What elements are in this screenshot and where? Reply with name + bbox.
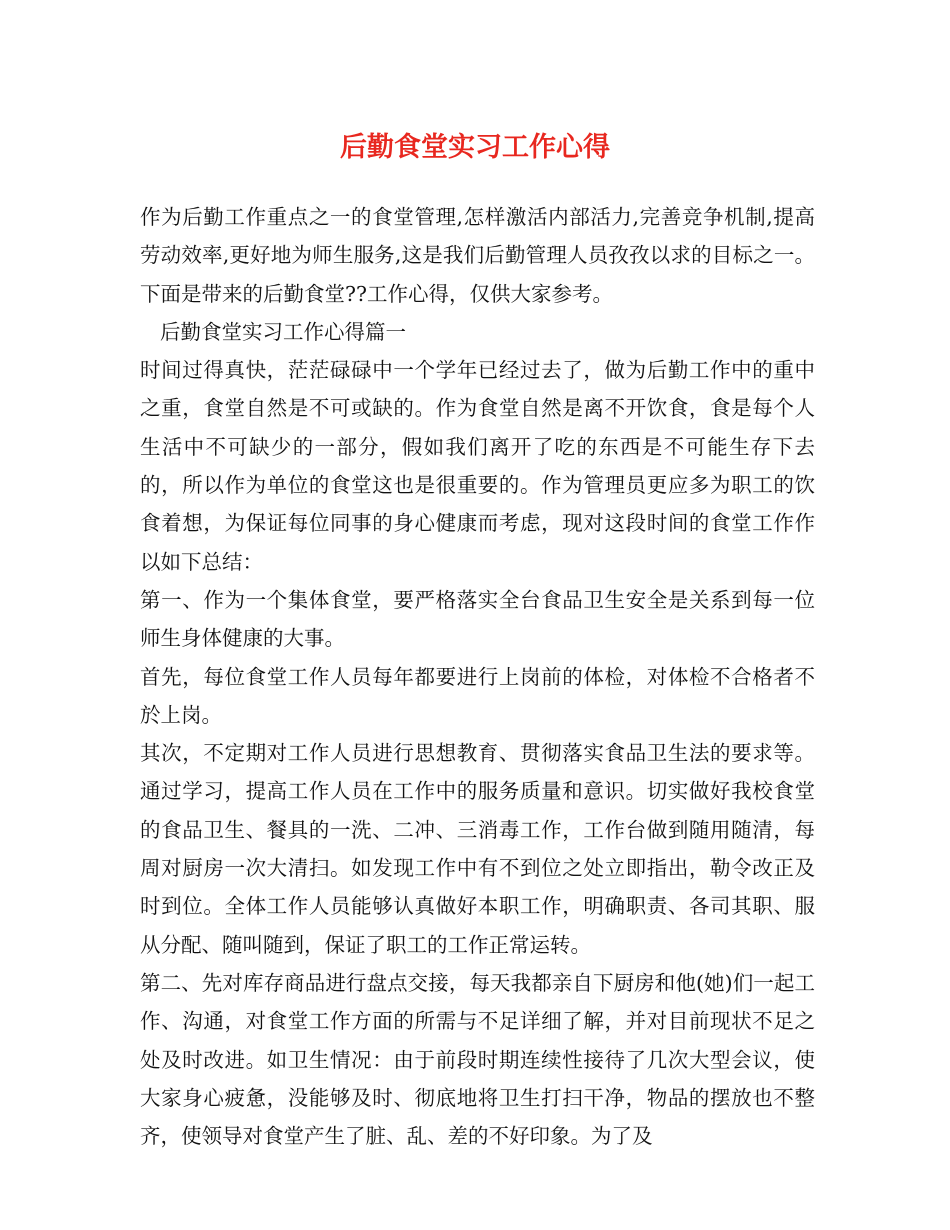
- section-heading: 后勤食堂实习工作心得篇一: [160, 319, 406, 344]
- body-paragraph: 其次，不定期对工作人员进行思想教育、贯彻落实食品卫生法的要求等。通过学习，提高工作人员在工作中的服务质量和意识。切实做好我校食堂的食品卫生、餐具的一洗、二冲、三消毒工作，工作台做到随用随清，每周对厨房一次大清扫。如发现工作中有不到位之处立即指出，勒令改正及时到位。全体工作人员能够认真做好本职工作，明确职责、各司其职、服从分配、随叫随到，保证了职工的工作正常运转。: [140, 741, 815, 957]
- document-title: 后勤食堂实习工作心得: [340, 132, 610, 163]
- body-paragraph: 第一、作为一个集体食堂，要严格落实全台食品卫生安全是关系到每一位师生身体健康的大事。: [140, 587, 815, 651]
- body-paragraph: 首先，每位食堂工作人员每年都要进行上岗前的体检，对体检不合格者不於上岗。: [140, 664, 815, 727]
- body-paragraph: 时间过得真快，茫茫碌碌中一个学年已经过去了，做为后勤工作中的重中之重，食堂自然是不可或缺的。作为食堂自然是离不开饮食，食是每个人生活中不可缺少的一部分，假如我们离开了吃的东西是不可能生存下去的，所以作为单位的食堂这也是很重要的。作为管理员更应多为职工的饮食着想，为保证每位同事的身心健康而考虑，现对这段时间的食堂工作作以如下总结：: [140, 358, 815, 574]
- body-paragraph: 第二、先对库存商品进行盘点交接，每天我都亲自下厨房和他(她)们一起工作、沟通，对食堂工作方面的所需与不足详细了解，并对目前现状不足之处及时改进。如卫生情况：由于前段时期连续性接待了几次大型会议，使大家身心疲惫，没能够及时、彻底地将卫生打扫干净，物品的摆放也不整齐，使领导对食堂产生了脏、乱、差的不好印象。为了及: [140, 970, 815, 1149]
- document-body: [140, 198, 815, 1155]
- intro-paragraph: 作为后勤工作重点之一的食堂管理,怎样激活内部活力,完善竞争机制,提高劳动效率,更好地为师生服务,这是我们后勤管理人员孜孜以求的目标之一。下面是带来的后勤食堂??工作心得，仅供大家参考。: [140, 205, 815, 306]
